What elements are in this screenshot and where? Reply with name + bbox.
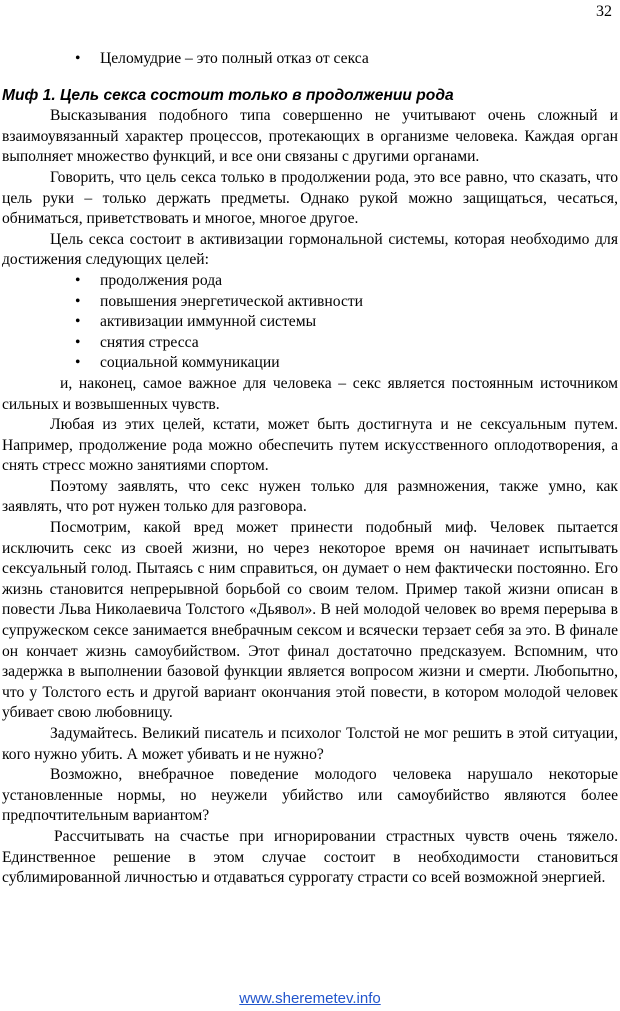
bullet-icon: • [75, 333, 81, 351]
bullet-icon: • [75, 313, 81, 331]
goals-list [2, 271, 618, 374]
section-heading: Миф 1. Цель секса состоит только в продолжении рода [2, 86, 454, 104]
paragraph: Высказывания подобного типа совершенно не учитывают очень сложный и взаимоувязанный характер процессов, протекающих в организме человека. Каждая орган выполняет множество функций, и все они связаны с другими органами. [2, 107, 618, 166]
bullet-icon: • [75, 271, 81, 289]
list-item: • социальной коммуникации [2, 353, 618, 374]
paragraph: Рассчитывать на счастье при игнорировании страстных чувств очень тяжело. Единственное решение в этом случае состоит в необходимости становиться сублимированной личностью и отдаваться суррогату страсти со всей возможной энергией. [2, 827, 618, 887]
list-item: • Целомудрие – это полный отказ от секса [2, 49, 618, 70]
paragraph: Любая из этих целей, кстати, может быть достигнута и не сексуальным путем. Например, продолжение рода можно обеспечить путем искусственного оплодотворения, а снять стресс можно занятиями спортом. [2, 416, 618, 475]
bullet-icon: • [75, 292, 81, 310]
paragraph: Поэтому заявлять, что секс нужен только для размножения, также умно, как заявлять, что рот нужен только для разговора. [2, 477, 618, 516]
page-content [2, 49, 618, 889]
paragraph: Цель секса состоит в активизации гормональной системы, которая необходимо для достижения следующих целей: [2, 230, 618, 269]
paragraph: Посмотрим, какой вред может принести подобный миф. Человек пытается исключить секс из своей жизни, но через некоторое время он начинает испытывать сексуальный голод. Пытаясь с ним справиться, он думает о нем фактически постоянно. Его жизнь становится непрерывной борьбой со своим телом. Пример такой жизни описан в повести Льва Николаевича Толстого «Дьявол». В ней молодой человек во время перерыва в супружеском сексе занимается внебрачным сексом и всячески терзает себя за это. В финале он кончает жизнь самоубийством. Этот финал достаточно предсказуем. Вспомним, что задержка в выполнении базовой функции является вопросом жизни и смерти. Любопытно, что у Толстого есть и другой вариант окончания этой повести, в котором молодой человек убивает свою любовницу. [2, 519, 618, 722]
paragraph: Говорить, что цель секса только в продолжении рода, это все равно, что сказать, что цель руки – только держать предметы. Однако рукой можно защищаться, чесаться, обниматься, приветствовать и многое, многое другое. [2, 168, 618, 228]
list-item: • повышения энергетической активности [2, 292, 618, 313]
page-number: 32 [596, 3, 612, 20]
paragraph: Возможно, внебрачное поведение молодого человека нарушало некоторые установленные нормы, но неужели убийство или самоубийство являются более предпочтительным вариантом? [2, 766, 618, 825]
top-bullet-list [2, 49, 618, 70]
list-item: • снятия стресса [2, 333, 618, 354]
list-item: • продолжения рода [2, 271, 618, 292]
list-item: • активизации иммунной системы [2, 312, 618, 333]
bullet-icon: • [75, 50, 81, 67]
bullet-icon: • [75, 354, 81, 372]
paragraph: Задумайтесь. Великий писатель и психолог Толстой не мог решить в этой ситуации, кого нужно убить. А может убивать и не нужно? [2, 725, 618, 763]
paragraph: и, наконец, самое важное для человека – секс является постоянным источником сильных и возвышенных чувств. [2, 374, 618, 413]
footer-link[interactable]: www.sheremetev.info [239, 990, 381, 1007]
